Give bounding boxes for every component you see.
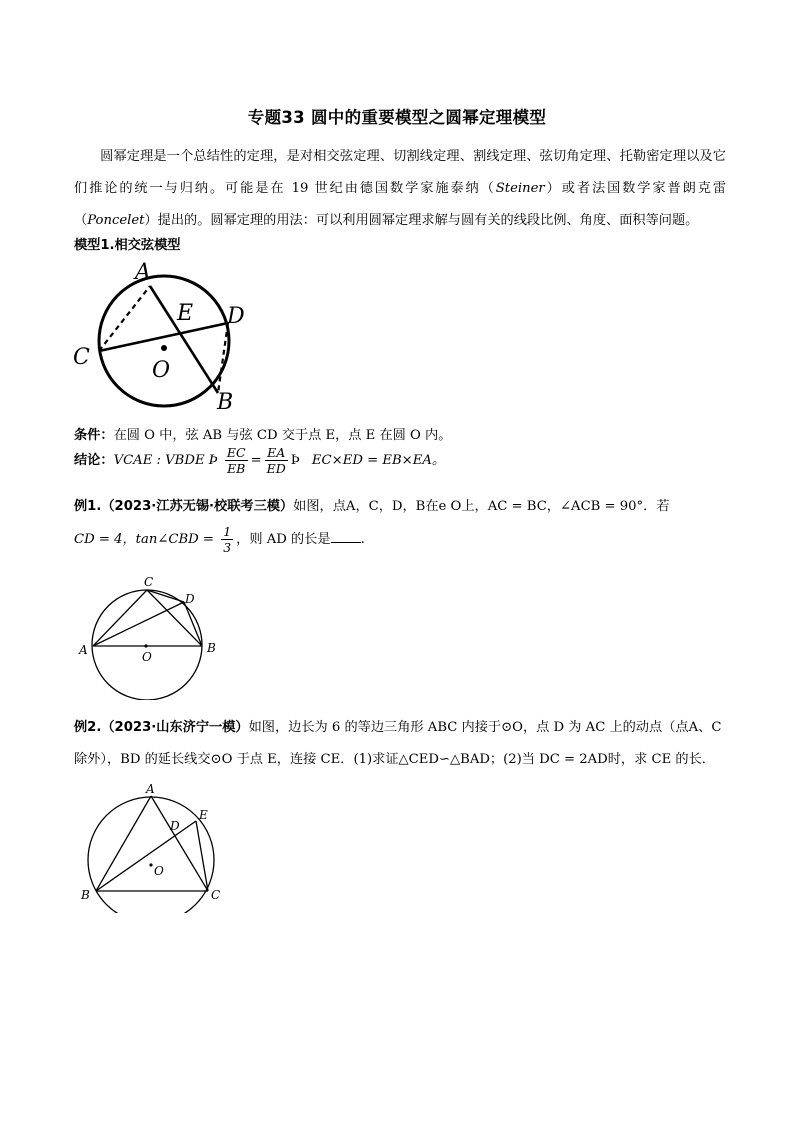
label-c: C bbox=[211, 888, 221, 902]
example2-figure bbox=[78, 783, 230, 913]
label-a: A bbox=[79, 643, 88, 657]
segment-ad bbox=[93, 602, 184, 646]
example2-line1 bbox=[74, 716, 721, 735]
conclusion-mid: Þ bbox=[290, 453, 300, 468]
label-a: A bbox=[135, 260, 151, 285]
conclusion-label: 结论： bbox=[74, 453, 114, 468]
segment-ac bbox=[93, 590, 147, 646]
label-e: E bbox=[199, 808, 208, 822]
example1-text1: 如图，点A，C，D，B在e O上，AC = BC，∠ACB = 90°．若 bbox=[293, 499, 670, 514]
center-dot bbox=[144, 644, 147, 647]
circle-o bbox=[88, 797, 214, 913]
label-e: E bbox=[177, 301, 194, 326]
label-o: O bbox=[152, 358, 171, 383]
example1-line2 bbox=[74, 524, 365, 555]
intro-part2: ）或者法国数学家普朗克雷（ bbox=[74, 181, 727, 228]
example1-frac: $\frac{1}{3}$ bbox=[223, 524, 232, 555]
label-d: D bbox=[185, 592, 195, 606]
label-d: D bbox=[170, 819, 180, 833]
example1-text2-end: . bbox=[360, 532, 365, 547]
intro-name-steiner: Steiner bbox=[495, 181, 545, 196]
model1-conclusion bbox=[74, 445, 445, 476]
label-o: O bbox=[154, 864, 164, 878]
example2-line2 bbox=[74, 748, 715, 767]
label-o: O bbox=[142, 650, 152, 664]
conclusion-post: EC×ED = EB×EA。 bbox=[311, 453, 446, 468]
answer-blank[interactable] bbox=[331, 530, 361, 543]
condition-label: 条件： bbox=[74, 428, 114, 443]
conclusion-eq: = bbox=[250, 453, 262, 468]
example1-source: （2023·江苏无锡·校联考三模） bbox=[101, 499, 294, 514]
model1-figure bbox=[70, 255, 270, 420]
label-b: B bbox=[217, 390, 234, 415]
example2-text2: 除外），BD 的延长线交⊙O 于点 E，连接 CE．(1)求证△CED∽△BAD；(2)当 DC = 2AD时，求 CE 的长． bbox=[74, 752, 715, 767]
conclusion-frac1: $\frac{EC}{EB}$ bbox=[226, 445, 246, 476]
segment-ab bbox=[96, 796, 151, 891]
label-b: B bbox=[207, 641, 216, 655]
example1-text2-post: ，则 AD 的长是 bbox=[236, 532, 331, 547]
center-dot bbox=[161, 345, 167, 351]
example1-text2-pre: CD = 4，tan∠CBD = bbox=[74, 532, 214, 547]
condition-text: 在圆 O 中，弦 AB 与弦 CD 交于点 E，点 E 在圆 O 内。 bbox=[113, 428, 452, 443]
segment-db bbox=[184, 602, 202, 646]
conclusion-pre: VCAE : VBDE Þ bbox=[113, 453, 218, 468]
label-c: C bbox=[144, 575, 154, 589]
example2-source: （2023·山东济宁一模） bbox=[101, 720, 249, 735]
intro-paragraph bbox=[74, 141, 726, 237]
example2-prefix: 例2. bbox=[74, 720, 102, 735]
label-d: D bbox=[227, 304, 245, 329]
circle-o bbox=[99, 276, 229, 406]
example2-text1: 如图，边长为 6 的等边三角形 ABC 内接于⊙O，点 D 为 AC 上的动点（点A、C bbox=[248, 720, 722, 735]
example1-figure bbox=[74, 570, 224, 700]
intro-name-poncelet: Poncelet bbox=[87, 213, 145, 228]
intro-part1: 圆幂定理是一个总结性的定理，是对相交弦定理、切割线定理、割线定理、弦切角定理、托勒密定理以及它们推论的统一与归纳。可能是在 19 世纪由德国数学家施泰纳（ bbox=[74, 149, 726, 196]
label-c: C bbox=[73, 345, 90, 370]
label-b: B bbox=[81, 888, 90, 902]
center-dot bbox=[149, 863, 152, 866]
model1-condition bbox=[74, 424, 451, 443]
conclusion-frac2: $\frac{EA}{ED}$ bbox=[266, 445, 286, 476]
example1-line1 bbox=[74, 495, 670, 514]
label-a: A bbox=[146, 783, 155, 796]
segment-be bbox=[96, 821, 196, 891]
page-title: 专题33 圆中的重要模型之圆幂定理模型 bbox=[247, 108, 547, 127]
model1-heading: 模型1.相交弦模型 bbox=[74, 238, 181, 253]
intro-part3: ）提出的。圆幂定理的用法：可以利用圆幂定理求解与圆有关的线段比例、角度、面积等问题。 bbox=[144, 213, 699, 228]
example1-prefix: 例1. bbox=[74, 499, 102, 514]
